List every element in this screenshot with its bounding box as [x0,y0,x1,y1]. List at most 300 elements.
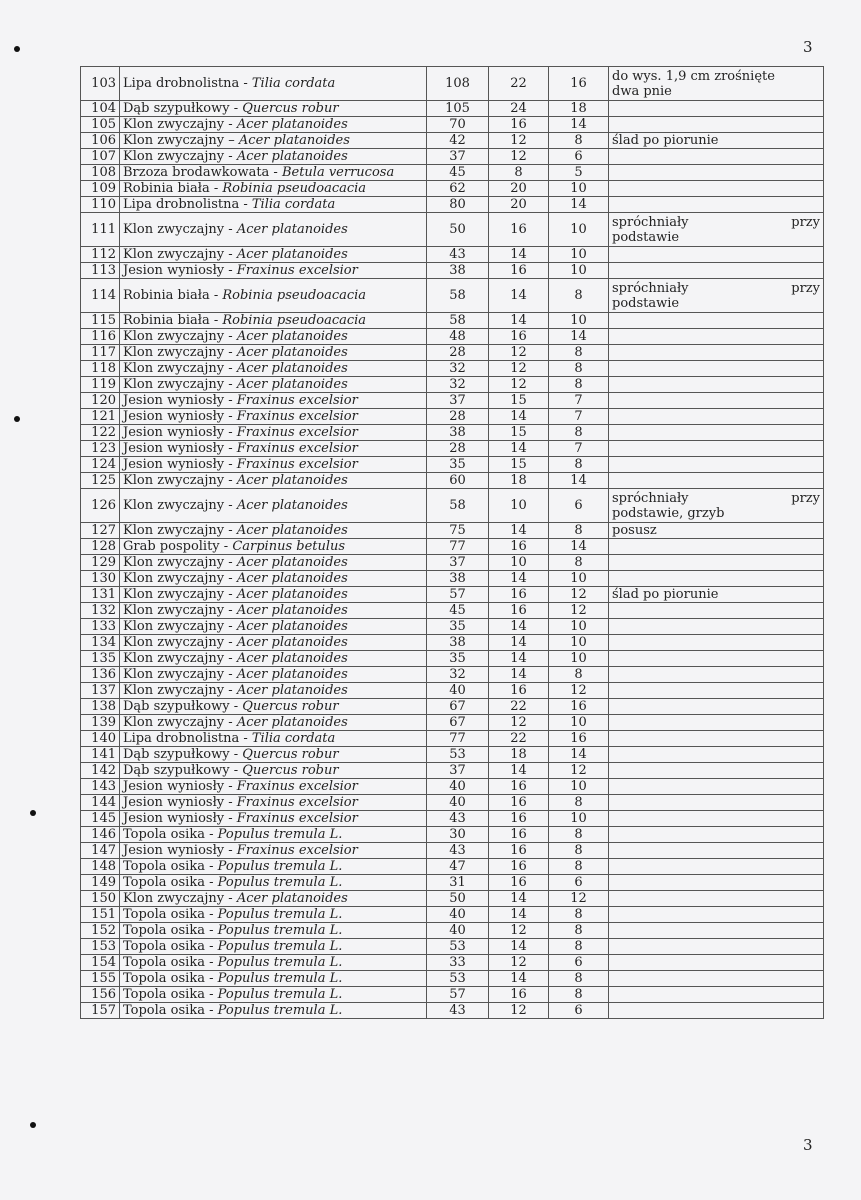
table-row [81,635,824,651]
circumference-cell: 40 [427,923,489,939]
species-polish: Lipa drobnolistna - [123,197,252,212]
species-polish: Jesion wyniosły - [123,425,237,440]
species-latin: Acer platanoides [236,587,348,602]
species-latin: Fraxinus excelsior [236,811,358,826]
table-row [81,133,824,149]
tree-number: 110 [81,197,120,213]
height-cell: 22 [489,731,549,747]
tree-number: 155 [81,971,120,987]
species-cell [120,345,427,361]
circumference-cell: 42 [427,133,489,149]
crown-cell: 14 [549,117,609,133]
species-latin: Populus tremula L. [217,987,343,1002]
notes-cell [609,133,824,149]
circumference-cell: 45 [427,603,489,619]
notes-cell [609,457,824,473]
crown-cell: 14 [549,747,609,763]
tree-number: 147 [81,843,120,859]
circumference-cell: 47 [427,859,489,875]
species-polish: Klon zwyczajny - [123,715,237,730]
crown-cell: 10 [549,247,609,263]
species-cell [120,907,427,923]
species-latin: Acer platanoides [236,117,348,132]
tree-number: 111 [81,213,120,247]
height-cell: 22 [489,67,549,101]
height-cell: 16 [489,587,549,603]
species-cell [120,987,427,1003]
height-cell: 12 [489,923,549,939]
height-cell: 14 [489,523,549,539]
species-latin: Populus tremula L. [217,1003,343,1018]
notes-cell [609,619,824,635]
height-cell: 14 [489,891,549,907]
table-row [81,795,824,811]
height-cell: 16 [489,213,549,247]
species-cell [120,473,427,489]
tree-number: 137 [81,683,120,699]
species-latin: Quercus robur [242,699,339,714]
circumference-cell: 58 [427,313,489,329]
note-text: dwa pnie [612,83,672,99]
species-cell [120,165,427,181]
height-cell: 14 [489,571,549,587]
table-row [81,699,824,715]
circumference-cell: 28 [427,345,489,361]
crown-cell: 10 [549,181,609,197]
crown-cell: 14 [549,329,609,345]
note-text: spróchniały [612,214,689,230]
species-polish: Dąb szypułkowy - [123,763,243,778]
species-latin: Acer platanoides [236,891,348,906]
punch-hole-mark [30,1122,36,1128]
species-polish: Jesion wyniosły - [123,441,237,456]
table-row [81,827,824,843]
tree-number: 125 [81,473,120,489]
circumference-cell: 30 [427,827,489,843]
species-latin: Fraxinus excelsior [236,425,358,440]
note-text: podstawie [612,295,680,311]
species-latin: Acer platanoides [236,329,348,344]
species-cell [120,133,427,149]
table-row [81,587,824,603]
species-cell [120,149,427,165]
species-cell [120,67,427,101]
height-cell: 12 [489,149,549,165]
species-cell [120,393,427,409]
circumference-cell: 48 [427,329,489,345]
species-cell [120,247,427,263]
species-polish: Topola osika - [123,1003,218,1018]
height-cell: 15 [489,425,549,441]
species-latin: Acer platanoides [236,361,348,376]
species-polish: Jesion wyniosły - [123,409,237,424]
table-row [81,715,824,731]
height-cell: 16 [489,811,549,827]
species-polish: Robinia biała - [123,181,223,196]
species-latin: Acer platanoides [236,683,348,698]
height-cell: 20 [489,197,549,213]
species-latin: Populus tremula L. [217,907,343,922]
crown-cell: 6 [549,1003,609,1019]
species-polish: Robinia biała - [123,313,223,328]
height-cell: 14 [489,247,549,263]
species-cell [120,539,427,555]
circumference-cell: 50 [427,891,489,907]
height-cell: 16 [489,539,549,555]
crown-cell: 8 [549,279,609,313]
species-latin: Fraxinus excelsior [236,779,358,794]
crown-cell: 8 [549,667,609,683]
tree-number: 152 [81,923,120,939]
tree-number: 136 [81,667,120,683]
circumference-cell: 33 [427,955,489,971]
crown-cell: 8 [549,907,609,923]
circumference-cell: 35 [427,457,489,473]
crown-cell: 16 [549,731,609,747]
height-cell: 14 [489,313,549,329]
crown-cell: 12 [549,603,609,619]
height-cell: 12 [489,1003,549,1019]
notes-cell [609,667,824,683]
species-polish: Klon zwyczajny - [123,683,237,698]
tree-number: 151 [81,907,120,923]
crown-cell: 5 [549,165,609,181]
circumference-cell: 32 [427,377,489,393]
tree-number: 120 [81,393,120,409]
tree-number: 146 [81,827,120,843]
note-text: podstawie, grzyb [612,505,725,521]
tree-number: 153 [81,939,120,955]
species-cell [120,263,427,279]
table-row [81,539,824,555]
species-latin: Acer platanoides [236,377,348,392]
table-row [81,875,824,891]
table-row [81,247,824,263]
crown-cell: 8 [549,923,609,939]
species-cell [120,779,427,795]
crown-cell: 8 [549,843,609,859]
species-polish: Klon zwyczajny - [123,149,237,164]
circumference-cell: 28 [427,409,489,425]
crown-cell: 7 [549,393,609,409]
species-polish: Klon zwyczajny - [123,891,237,906]
circumference-cell: 70 [427,117,489,133]
table-row [81,361,824,377]
height-cell: 14 [489,763,549,779]
species-latin: Quercus robur [242,101,339,116]
circumference-cell: 58 [427,279,489,313]
note-text: przy [791,214,820,230]
species-cell [120,747,427,763]
tree-number: 116 [81,329,120,345]
species-polish: Dąb szypułkowy - [123,747,243,762]
circumference-cell: 38 [427,425,489,441]
crown-cell: 10 [549,313,609,329]
table-row [81,441,824,457]
table-row [81,891,824,907]
tree-number: 129 [81,555,120,571]
table-row [81,149,824,165]
species-latin: Fraxinus excelsior [236,393,358,408]
species-cell [120,181,427,197]
species-latin: Populus tremula L. [217,875,343,890]
species-polish: Klon zwyczajny - [123,473,237,488]
table-row [81,571,824,587]
circumference-cell: 32 [427,667,489,683]
species-cell [120,715,427,731]
species-cell [120,457,427,473]
crown-cell: 8 [549,133,609,149]
species-cell [120,891,427,907]
species-latin: Acer platanoides [236,473,348,488]
tree-number: 103 [81,67,120,101]
height-cell: 14 [489,409,549,425]
punch-hole-mark [14,46,20,52]
tree-number: 123 [81,441,120,457]
species-polish: Klon zwyczajny - [123,247,237,262]
species-cell [120,571,427,587]
species-polish: Topola osika - [123,971,218,986]
height-cell: 12 [489,955,549,971]
crown-cell: 8 [549,795,609,811]
notes-cell [609,213,824,247]
notes-cell [609,473,824,489]
tree-number: 107 [81,149,120,165]
circumference-cell: 57 [427,587,489,603]
table-row [81,117,824,133]
crown-cell: 14 [549,539,609,555]
species-cell [120,635,427,651]
species-polish: Jesion wyniosły - [123,795,237,810]
tree-number: 132 [81,603,120,619]
circumference-cell: 38 [427,263,489,279]
notes-cell [609,263,824,279]
crown-cell: 16 [549,67,609,101]
species-latin: Acer platanoides [236,222,348,237]
table-row [81,747,824,763]
species-latin: Carpinus betulus [232,539,346,554]
height-cell: 8 [489,165,549,181]
note-text: przy [791,280,820,296]
tree-number: 118 [81,361,120,377]
page-number-bottom: 3 [803,1136,813,1154]
tree-number: 138 [81,699,120,715]
tree-number: 157 [81,1003,120,1019]
species-latin: Acer platanoides [236,651,348,666]
crown-cell: 10 [549,651,609,667]
species-latin: Fraxinus excelsior [236,843,358,858]
crown-cell: 8 [549,859,609,875]
species-latin: Populus tremula L. [217,923,343,938]
notes-cell [609,939,824,955]
species-polish: Robinia biała - [123,288,223,303]
note-text: podstawie [612,229,680,245]
crown-cell: 10 [549,619,609,635]
tree-number: 115 [81,313,120,329]
table-row [81,619,824,635]
crown-cell: 14 [549,473,609,489]
height-cell: 14 [489,907,549,923]
species-cell [120,651,427,667]
species-cell [120,377,427,393]
table-row [81,345,824,361]
tree-number: 130 [81,571,120,587]
table-row [81,811,824,827]
tree-number: 145 [81,811,120,827]
notes-cell [609,489,824,523]
species-latin: Acer platanoides [236,247,348,262]
note-text: ślad po piorunie [612,133,719,148]
species-latin: Populus tremula L. [217,859,343,874]
notes-cell [609,731,824,747]
crown-cell: 6 [549,489,609,523]
species-polish: Klon zwyczajny - [123,571,237,586]
crown-cell: 12 [549,891,609,907]
crown-cell: 8 [549,939,609,955]
species-polish: Klon zwyczajny - [123,555,237,570]
tree-number: 148 [81,859,120,875]
tree-number: 131 [81,587,120,603]
table-row [81,393,824,409]
notes-cell [609,165,824,181]
crown-cell: 10 [549,571,609,587]
table-row [81,523,824,539]
height-cell: 12 [489,133,549,149]
species-latin: Fraxinus excelsior [236,795,358,810]
species-polish: Topola osika - [123,907,218,922]
species-latin: Acer platanoides [236,619,348,634]
species-polish: Klon zwyczajny - [123,603,237,618]
notes-cell [609,345,824,361]
table-row [81,859,824,875]
table-row [81,555,824,571]
notes-cell [609,779,824,795]
height-cell: 14 [489,279,549,313]
notes-cell [609,1003,824,1019]
species-polish: Jesion wyniosły - [123,779,237,794]
species-latin: Tilia cordata [251,76,336,91]
notes-cell [609,523,824,539]
tree-number: 144 [81,795,120,811]
height-cell: 14 [489,619,549,635]
circumference-cell: 53 [427,939,489,955]
tree-number: 113 [81,263,120,279]
tree-number: 112 [81,247,120,263]
species-latin: Acer platanoides [236,345,348,360]
circumference-cell: 40 [427,907,489,923]
species-latin: Populus tremula L. [217,827,343,842]
species-polish: Klon zwyczajny - [123,667,237,682]
species-polish: Grab pospolity - [123,539,233,554]
species-polish: Jesion wyniosły - [123,263,237,278]
crown-cell: 12 [549,763,609,779]
species-polish: Lipa drobnolistna - [123,76,252,91]
height-cell: 12 [489,377,549,393]
species-polish: Topola osika - [123,827,218,842]
notes-cell [609,181,824,197]
species-latin: Populus tremula L. [217,955,343,970]
table-row [81,987,824,1003]
notes-cell [609,425,824,441]
height-cell: 20 [489,181,549,197]
circumference-cell: 31 [427,875,489,891]
species-cell [120,667,427,683]
table-row [81,651,824,667]
circumference-cell: 108 [427,67,489,101]
notes-cell [609,279,824,313]
species-cell [120,827,427,843]
notes-cell [609,971,824,987]
circumference-cell: 38 [427,635,489,651]
notes-cell [609,827,824,843]
circumference-cell: 37 [427,393,489,409]
circumference-cell: 50 [427,213,489,247]
note-text: posusz [612,523,657,538]
notes-cell [609,651,824,667]
notes-cell [609,955,824,971]
circumference-cell: 37 [427,555,489,571]
crown-cell: 12 [549,587,609,603]
crown-cell: 10 [549,635,609,651]
species-polish: Topola osika - [123,987,218,1002]
height-cell: 16 [489,843,549,859]
circumference-cell: 45 [427,165,489,181]
height-cell: 16 [489,827,549,843]
crown-cell: 8 [549,523,609,539]
height-cell: 10 [489,489,549,523]
notes-cell [609,361,824,377]
species-polish: Klon zwyczajny - [123,222,237,237]
crown-cell: 8 [549,555,609,571]
notes-cell [609,587,824,603]
table-row [81,939,824,955]
note-text: do wys. 1,9 cm zrośnięte [612,68,775,84]
table-row [81,907,824,923]
notes-cell [609,763,824,779]
crown-cell: 6 [549,875,609,891]
species-polish: Klon zwyczajny - [123,651,237,666]
notes-cell [609,247,824,263]
height-cell: 16 [489,603,549,619]
table-row [81,489,824,523]
species-cell [120,587,427,603]
notes-cell [609,377,824,393]
tree-number: 150 [81,891,120,907]
tree-number: 124 [81,457,120,473]
height-cell: 12 [489,361,549,377]
species-cell [120,197,427,213]
table-row [81,763,824,779]
table-row [81,329,824,345]
circumference-cell: 40 [427,779,489,795]
tree-number: 134 [81,635,120,651]
species-latin: Fraxinus excelsior [236,409,358,424]
species-latin: Acer platanoides [236,603,348,618]
notes-cell [609,635,824,651]
species-polish: Brzoza brodawkowata - [123,165,282,180]
table-row [81,101,824,117]
height-cell: 24 [489,101,549,117]
table-row [81,165,824,181]
tree-number: 122 [81,425,120,441]
species-cell [120,213,427,247]
crown-cell: 7 [549,409,609,425]
species-cell [120,523,427,539]
height-cell: 14 [489,635,549,651]
height-cell: 10 [489,555,549,571]
species-cell [120,279,427,313]
species-polish: Klon zwyczajny - [123,329,237,344]
